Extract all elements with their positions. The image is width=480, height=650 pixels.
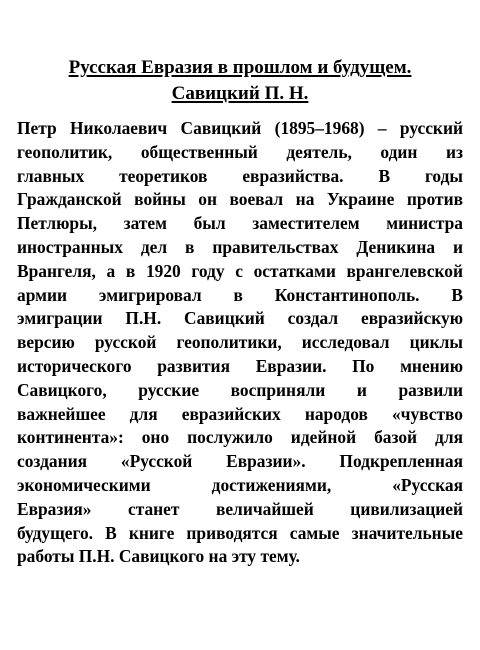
- body-line: главных теоретиков евразийства. В годы: [17, 165, 463, 186]
- body-line: создания «Русской Евразии». Подкрепленная: [17, 451, 463, 472]
- body-line: исторического развития Евразии. По мнению: [17, 355, 463, 376]
- body-line: будущего. В книге приводятся самые значительные: [17, 522, 463, 543]
- body-line: Петлюры, затем был заместителем министра: [17, 213, 463, 234]
- body-line: Врангеля, а в 1920 году с остатками врангелевской: [17, 260, 463, 281]
- body-line: Евразия» станет величайшей цивилизацией: [17, 498, 463, 519]
- body-line: версию русской геополитики, исследовал циклы: [17, 332, 463, 353]
- body-line: важнейшее для евразийских народов «чувство: [17, 403, 463, 424]
- body-line: геополитик, общественный деятель, один из: [17, 141, 463, 162]
- document-title: [0, 55, 480, 107]
- body-line: иностранных дел в правительствах Деникина и: [17, 236, 463, 257]
- body-line: Гражданской войны он воевал на Украине против: [17, 189, 463, 210]
- body-line: Савицкого, русские восприняли и развили: [17, 379, 463, 400]
- body-line: работы П.Н. Савицкого на эту тему.: [17, 546, 300, 567]
- document-body: [17, 117, 463, 569]
- body-line: Петр Николаевич Савицкий (1895–1968) – русский: [17, 118, 463, 138]
- body-line: эмиграции П.Н. Савицкий создал евразийскую: [17, 308, 463, 329]
- title-line-1: Русская Евразия в прошлом и будущем.: [68, 57, 412, 78]
- title-line-2: Савицкий П. Н.: [171, 83, 309, 104]
- body-line: экономическими достижениями, «Русская: [17, 474, 463, 495]
- body-line: континента»: оно послужило идейной базой для: [17, 427, 463, 448]
- body-line: армии эмигрировал в Константинополь. В: [17, 284, 463, 305]
